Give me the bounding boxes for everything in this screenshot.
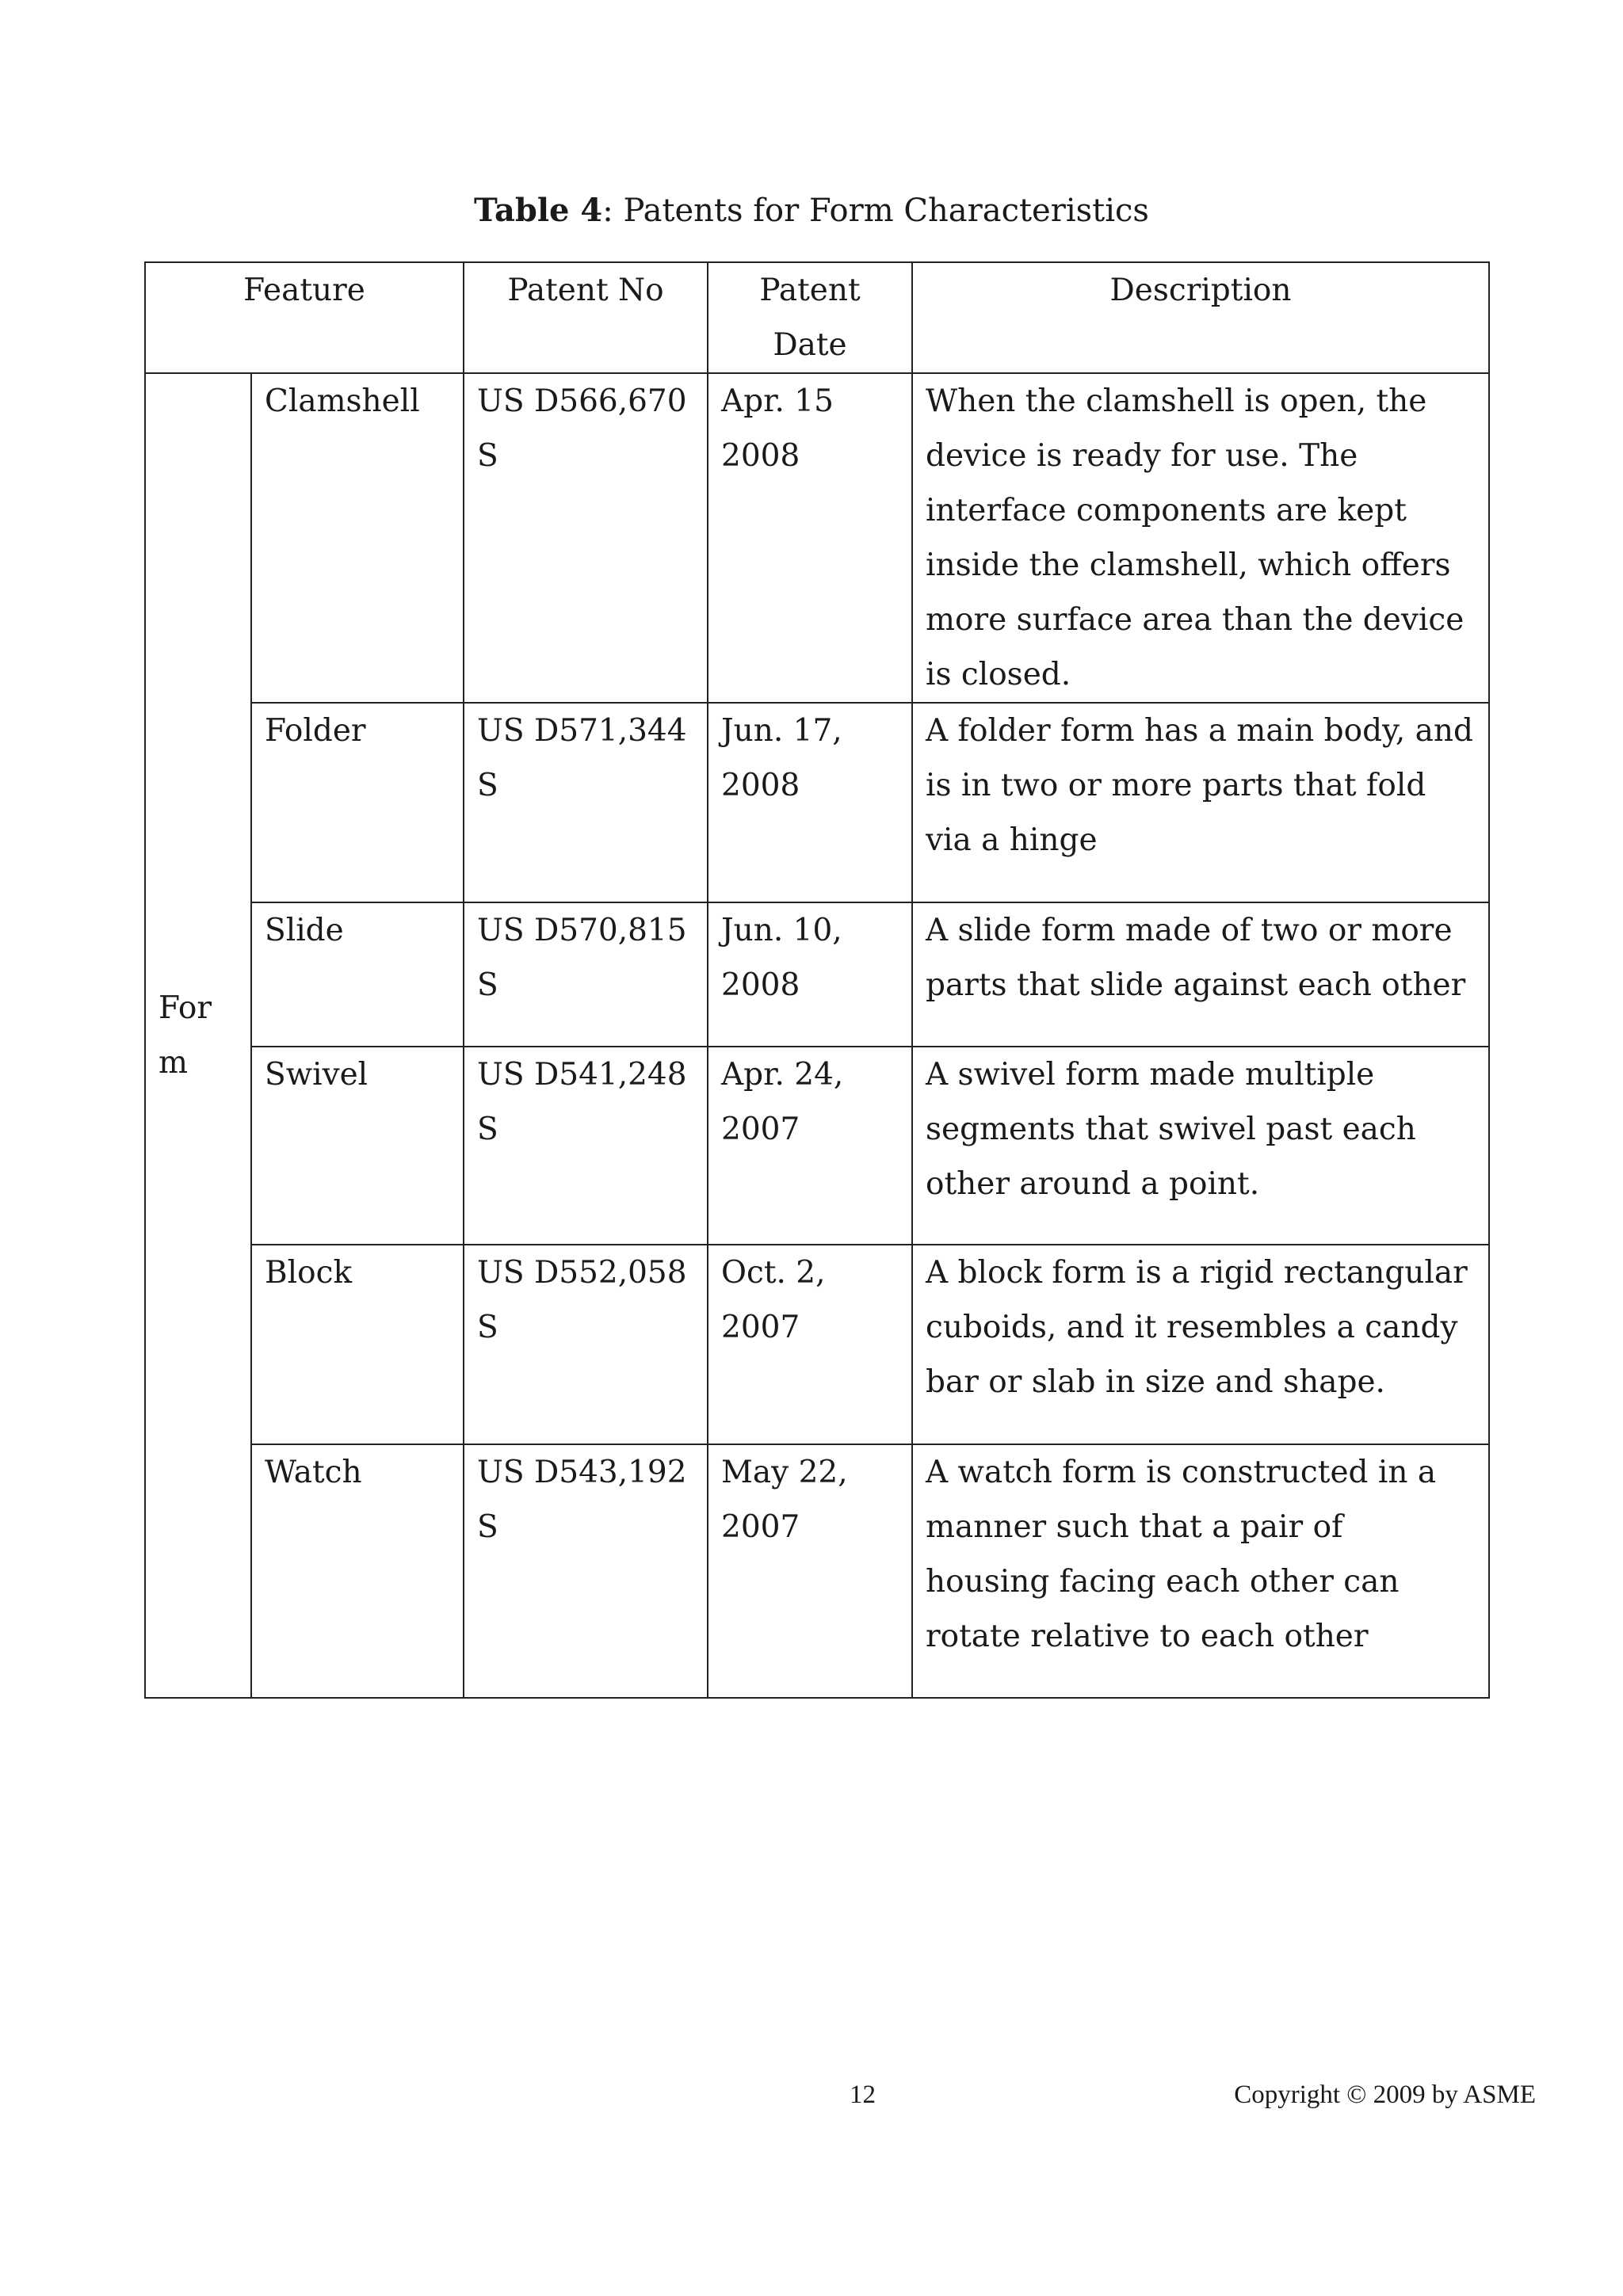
table-row (145, 1444, 1489, 1698)
table-row (145, 902, 1489, 1047)
table-header-row (145, 262, 1489, 373)
feature-cell: Watch (251, 1444, 464, 1698)
patent-no-cell: US D543,192 S (464, 1444, 708, 1698)
feature-cell: Block (251, 1245, 464, 1444)
description-cell: When the clamshell is open, the device is ready for use. The interface components are kept inside the clamshell, which offers more surface area than the device is closed. (912, 373, 1489, 703)
table-row (145, 703, 1489, 902)
copyright-notice: Copyright © 2009 by ASME (1234, 2081, 1536, 2109)
feature-cell: Swivel (251, 1047, 464, 1245)
feature-cell: Clamshell (251, 373, 464, 703)
description-cell: A swivel form made multiple segments that swivel past each other around a point. (912, 1047, 1489, 1245)
table-caption-label: Table 4 (474, 192, 603, 229)
patent-no-cell: US D571,344 S (464, 703, 708, 902)
page-number: 12 (850, 2081, 876, 2109)
feature-cell: Folder (251, 703, 464, 902)
patent-date-cell: Jun. 17, 2008 (708, 703, 912, 902)
header-feature: Feature (145, 262, 464, 373)
patent-date-cell: Apr. 15 2008 (708, 373, 912, 703)
patent-date-cell: Apr. 24, 2007 (708, 1047, 912, 1245)
patent-date-cell: May 22, 2007 (708, 1444, 912, 1698)
feature-cell: Slide (251, 902, 464, 1047)
group-label-form: Form (145, 373, 251, 1698)
description-cell: A folder form has a main body, and is in two or more parts that fold via a hinge (912, 703, 1489, 902)
table-row (145, 1245, 1489, 1444)
header-description: Description (912, 262, 1489, 373)
patent-no-cell: US D570,815 S (464, 902, 708, 1047)
description-cell: A block form is a rigid rectangular cuboids, and it resembles a candy bar or slab in size and shape. (912, 1245, 1489, 1444)
patent-date-cell: Jun. 10, 2008 (708, 902, 912, 1047)
header-patent-no: Patent No (464, 262, 708, 373)
patent-no-cell: US D566,670 S (464, 373, 708, 703)
patent-no-cell: US D552,058 S (464, 1245, 708, 1444)
patent-date-cell: Oct. 2, 2007 (708, 1245, 912, 1444)
header-patent-date: Patent Date (708, 262, 912, 373)
table-row (145, 373, 1489, 703)
description-cell: A slide form made of two or more parts that slide against each other (912, 902, 1489, 1047)
patents-table (144, 261, 1490, 1699)
table-caption (0, 189, 1623, 233)
description-cell: A watch form is constructed in a manner such that a pair of housing facing each other can rotate relative to each other (912, 1444, 1489, 1698)
table-row (145, 1047, 1489, 1245)
patent-no-cell: US D541,248 S (464, 1047, 708, 1245)
table-caption-text: : Patents for Form Characteristics (602, 193, 1149, 229)
